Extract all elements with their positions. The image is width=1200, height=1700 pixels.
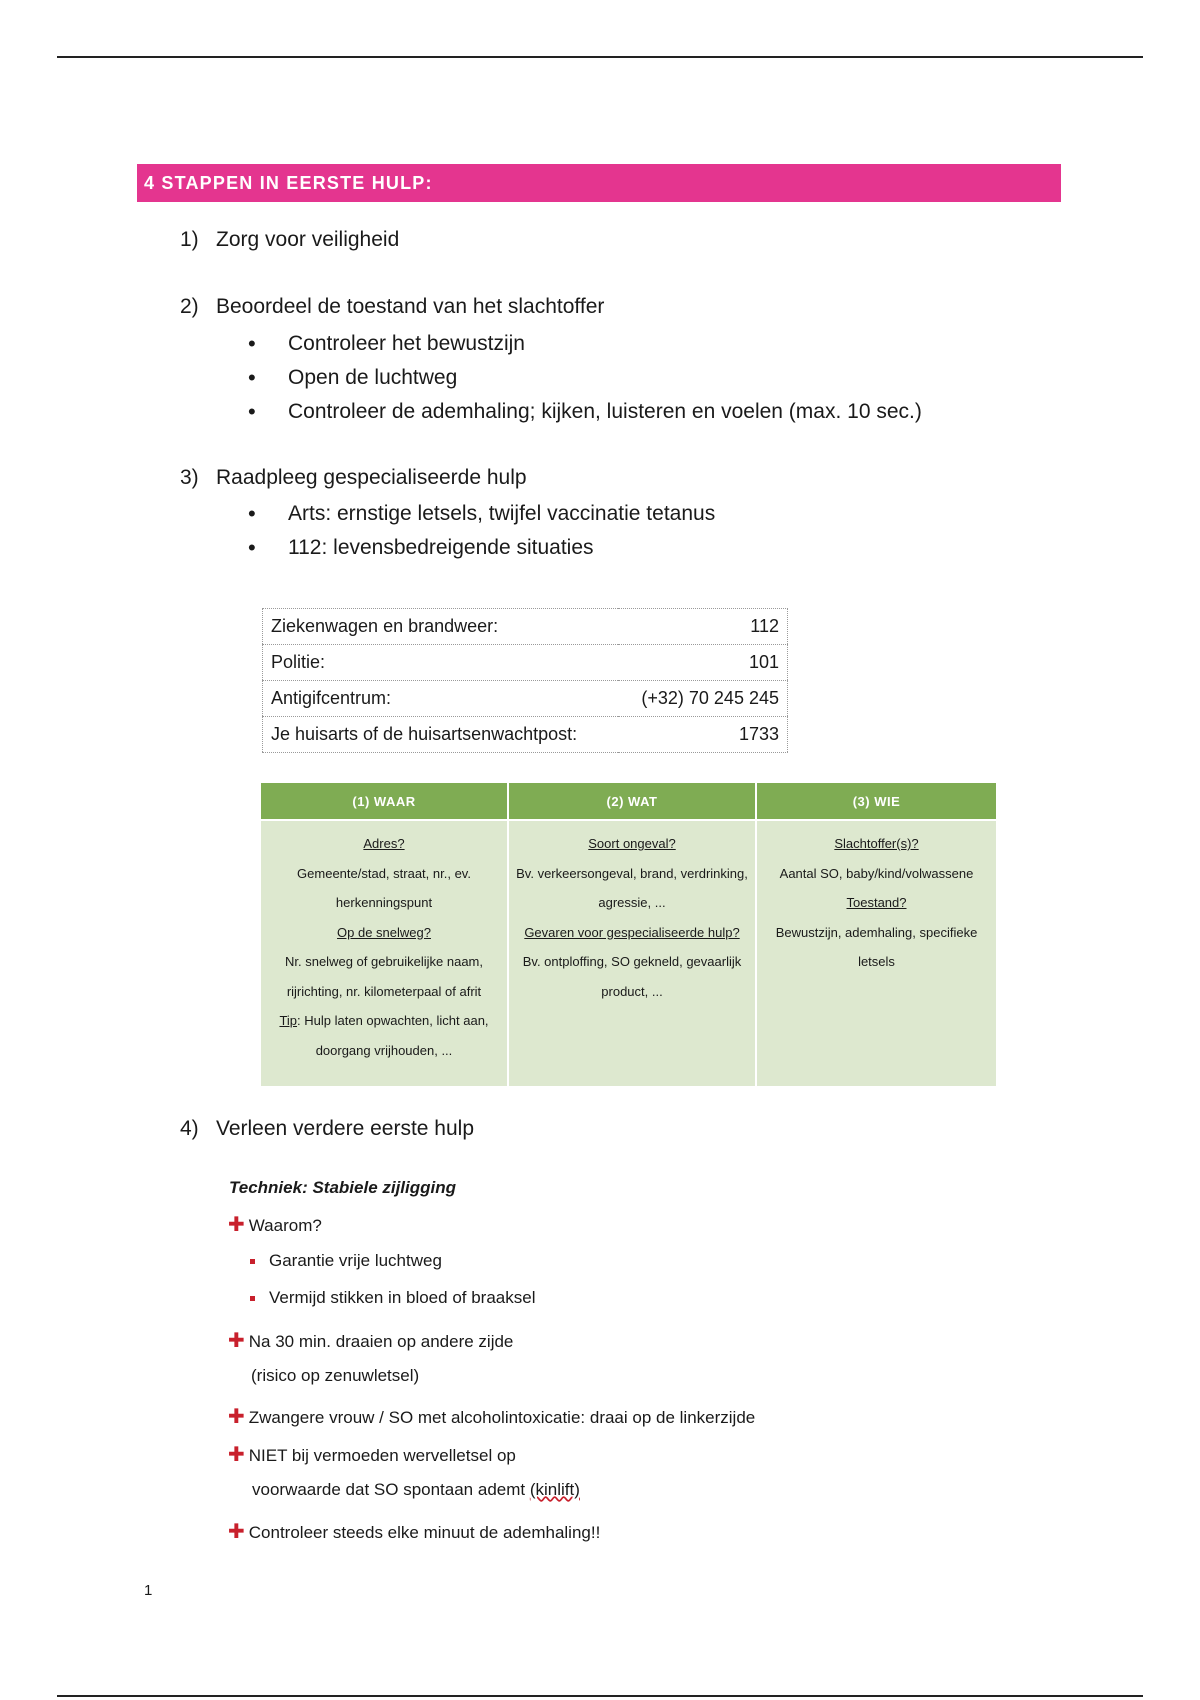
cell-wie bbox=[756, 820, 996, 1086]
kinlift-text: (kinlift) bbox=[529, 1480, 580, 1499]
reason-text: Garantie vrije luchtweg bbox=[269, 1251, 442, 1270]
cell-text: Bv. ontploffing, SO gekneld, gevaarlijk product, ... bbox=[522, 954, 742, 999]
phone-number: 112 bbox=[618, 609, 788, 645]
technique-check bbox=[228, 1519, 600, 1544]
phone-label: Je huisarts of de huisartsenwachtpost: bbox=[263, 717, 618, 753]
technique-turn-note: (risico op zenuwletsel) bbox=[251, 1366, 420, 1385]
technique-why-text: Waarom? bbox=[248, 1216, 322, 1235]
table-row bbox=[263, 645, 788, 681]
tip-body: : Hulp laten opwachten, licht aan, doorgang vrijhouden, ... bbox=[297, 1013, 489, 1058]
technique-why bbox=[228, 1212, 322, 1237]
phone-label: Ziekenwagen en brandweer: bbox=[263, 609, 618, 645]
cell-wat bbox=[508, 820, 756, 1086]
phone-number: (+32) 70 245 245 bbox=[618, 681, 788, 717]
cell-heading: Gevaren voor gespecialiseerde hulp? bbox=[524, 924, 740, 940]
technique-turn-text: Na 30 min. draaien op andere zijde bbox=[248, 1332, 514, 1351]
plus-icon: ✚ bbox=[228, 1406, 245, 1428]
cell-heading: Op de snelweg? bbox=[337, 924, 431, 940]
header-wat: (2) WAT bbox=[508, 783, 756, 820]
bottom-rule bbox=[57, 1695, 1143, 1697]
technique-not-text: NIET bij vermoeden wervelletsel op bbox=[248, 1446, 516, 1465]
table-header-row bbox=[261, 783, 996, 820]
technique-not-cont bbox=[252, 1480, 580, 1500]
technique-title: Techniek: Stabiele zijligging bbox=[229, 1178, 457, 1197]
square-bullet-icon bbox=[250, 1259, 255, 1264]
table-row bbox=[261, 820, 996, 1086]
step-2 bbox=[180, 295, 604, 319]
step-3-bullets bbox=[248, 497, 715, 565]
tip-label: Tip bbox=[279, 1013, 298, 1028]
phone-label: Antigifcentrum: bbox=[263, 681, 618, 717]
tip-text bbox=[267, 1006, 501, 1065]
cell-text: Gemeente/stad, straat, nr., ev. herkenningspunt bbox=[297, 865, 471, 910]
cell-text: Bewustzijn, ademhaling, specifieke letsels bbox=[775, 924, 978, 969]
step-number: 3) bbox=[180, 466, 199, 489]
reason-item bbox=[250, 1251, 442, 1271]
top-rule bbox=[57, 56, 1143, 58]
waar-wat-wie-table bbox=[261, 783, 996, 1086]
cell-heading: Adres? bbox=[363, 836, 405, 851]
step-text: Verleen verdere eerste hulp bbox=[216, 1117, 474, 1140]
step-2-bullets bbox=[248, 327, 922, 429]
table-row bbox=[263, 681, 788, 717]
list-item: • Open de luchtweg bbox=[248, 361, 922, 395]
cell-text: Aantal SO, baby/kind/volwassene bbox=[779, 865, 974, 881]
table-row bbox=[263, 717, 788, 753]
plus-icon: ✚ bbox=[228, 1521, 245, 1543]
step-4 bbox=[180, 1117, 474, 1141]
table-row bbox=[263, 609, 788, 645]
section-banner: 4 STAPPEN IN EERSTE HULP: bbox=[137, 164, 1061, 202]
technique-pregnant bbox=[228, 1404, 755, 1429]
list-item: • Controleer de ademhaling; kijken, luisteren en voelen (max. 10 sec.) bbox=[248, 395, 922, 429]
page-number: 1 bbox=[144, 1582, 153, 1599]
technique-pregnant-text: Zwangere vrouw / SO met alcoholintoxicatie: draai op de linkerzijde bbox=[248, 1408, 756, 1427]
step-text: Beoordeel de toestand van het slachtoffer bbox=[216, 295, 605, 318]
plus-icon: ✚ bbox=[228, 1214, 245, 1236]
step-text: Zorg voor veiligheid bbox=[216, 228, 400, 251]
technique-not bbox=[228, 1442, 516, 1467]
phone-number: 1733 bbox=[618, 717, 788, 753]
emergency-numbers-table bbox=[262, 608, 788, 753]
list-item: • Arts: ernstige letsels, twijfel vaccinatie tetanus bbox=[248, 497, 715, 531]
step-1 bbox=[180, 228, 399, 252]
technique-check-text: Controleer steeds elke minuut de ademhaling!! bbox=[248, 1523, 601, 1542]
reason-text: Vermijd stikken in bloed of braaksel bbox=[269, 1288, 536, 1307]
step-3 bbox=[180, 466, 527, 490]
step-number: 1) bbox=[180, 228, 199, 251]
cell-heading: Soort ongeval? bbox=[588, 836, 676, 851]
square-bullet-icon bbox=[250, 1296, 255, 1301]
technique-not-cont-text: voorwaarde dat SO spontaan ademt bbox=[252, 1480, 530, 1499]
step-number: 2) bbox=[180, 295, 199, 318]
list-item: • 112: levensbedreigende situaties bbox=[248, 531, 715, 565]
list-item: • Controleer het bewustzijn bbox=[248, 327, 922, 361]
header-wie: (3) WIE bbox=[756, 783, 996, 820]
plus-icon: ✚ bbox=[228, 1444, 245, 1466]
header-waar: (1) WAAR bbox=[261, 783, 508, 820]
cell-heading: Toestand? bbox=[846, 895, 907, 910]
technique-turn bbox=[228, 1328, 513, 1353]
step-text: Raadpleeg gespecialiseerde hulp bbox=[216, 466, 527, 489]
step-number: 4) bbox=[180, 1117, 199, 1140]
cell-waar bbox=[261, 820, 508, 1086]
phone-number: 101 bbox=[618, 645, 788, 681]
reason-item bbox=[250, 1288, 535, 1308]
phone-label: Politie: bbox=[263, 645, 618, 681]
cell-text: Bv. verkeersongeval, brand, verdrinking, agressie, ... bbox=[516, 865, 748, 910]
plus-icon: ✚ bbox=[228, 1330, 245, 1352]
cell-heading: Slachtoffer(s)? bbox=[834, 836, 919, 851]
cell-text: Nr. snelweg of gebruikelijke naam, rijrichting, nr. kilometerpaal of afrit bbox=[285, 954, 483, 999]
